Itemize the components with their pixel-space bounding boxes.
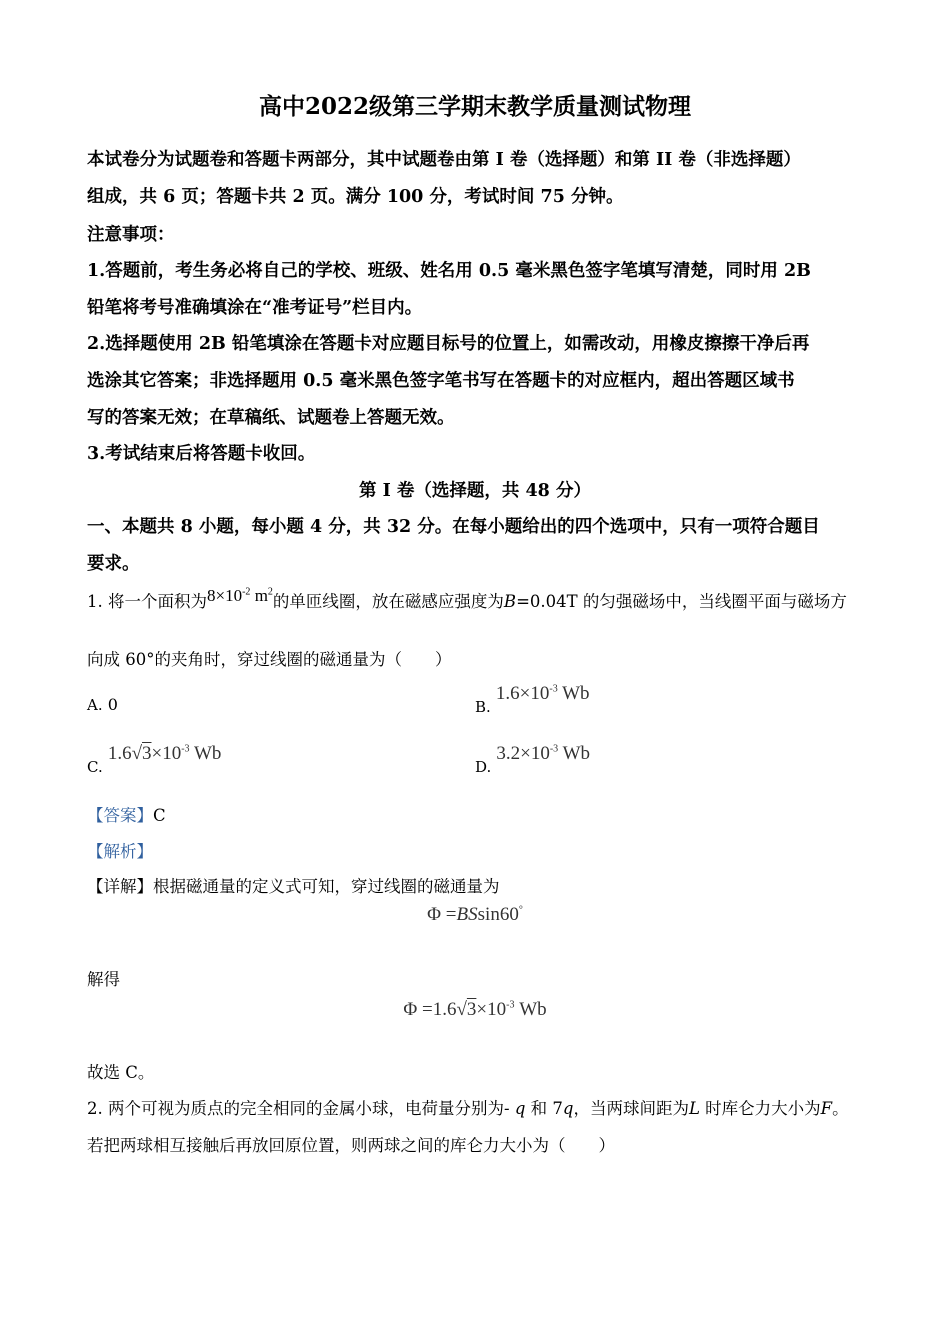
section-heading: 第 I 卷（选择题，共 48 分） [359, 481, 591, 501]
answer-tag: 【答案】 [87, 806, 153, 825]
option-c-label: C. [87, 758, 103, 776]
option-b-label: B. [475, 698, 491, 716]
q1-area-exponent: -2 [242, 586, 251, 598]
q1-area-coefficient: 8×10 [207, 586, 243, 605]
option-b-unit: Wb [562, 683, 590, 704]
option-d-coefficient: 3.2×10 [496, 743, 550, 764]
q2-and: 和 7 [525, 1099, 563, 1118]
note-3: 3.考试结束后将答题卡收回。 [87, 444, 316, 464]
option-c-power-base: ×10 [151, 743, 182, 764]
note-2-line-1: 2.选择题使用 2B 铅笔填涂在答题卡对应题目标号的位置上，如需改动，用橡皮擦擦干净后再 [87, 334, 810, 354]
note-1-line-1: 1.答题前，考生务必将自己的学校、班级、姓名用 0.5 毫米黑色签字笔填写清楚，同时用 2B [87, 261, 811, 281]
eq2-exponent: -3 [506, 999, 515, 1011]
option-c-radicand: 3 [142, 743, 152, 764]
q1-area-unit: m [254, 586, 268, 605]
option-b-value [496, 683, 590, 704]
option-a-label: A. [87, 696, 103, 714]
eq1-degree: ° [518, 904, 523, 916]
question-1-line-2: 向成 60°的夹角时，穿过线圈的磁通量为（ ） [87, 650, 452, 669]
q1-area-expression [207, 586, 273, 605]
option-c-sqrt-sign: √ [131, 743, 142, 764]
q1-text-1: 的单匝线圈，放在磁感应强度为 [272, 592, 504, 611]
option-a [87, 695, 118, 714]
page-title: 高中2022级第三学期末教学质量测试物理 [258, 93, 691, 120]
eq2-lhs: Φ =1.6 [403, 999, 457, 1020]
notes-heading: 注意事项： [87, 225, 175, 245]
eq2-power-base: ×10 [476, 999, 507, 1020]
option-c-value [108, 743, 222, 764]
q2-charge-1: - q [504, 1099, 526, 1118]
intro-line-1: 本试卷分为试题卷和答题卡两部分，其中试题卷由第 I 卷（选择题）和第 II 卷（非选择题） [87, 150, 801, 170]
q1-text-2: =0.04T 的匀强磁场中，当线圈平面与磁场方 [516, 592, 847, 611]
q1-b-symbol: B [503, 592, 517, 611]
q2-text-2: 时库仑力大小为 [699, 1099, 821, 1118]
eq2-sqrt-sign: √ [456, 999, 467, 1020]
question-1-line-1 [87, 588, 847, 612]
conclusion: 故选 C。 [87, 1063, 155, 1082]
solve-label: 解得 [87, 970, 120, 989]
note-1-line-2: 铅笔将考号准确填涂在“准考证号”栏目内。 [87, 298, 423, 318]
option-a-value: 0 [107, 695, 118, 714]
option-c-coefficient: 1.6 [107, 743, 132, 764]
note-2-line-3: 写的答案无效；在草稿纸、试题卷上答题无效。 [87, 408, 455, 428]
option-c [87, 743, 222, 776]
answer-line [87, 802, 166, 826]
question-2-line-2: 若把两球相互接触后再放回原位置，则两球之间的库仑力大小为（ ） [87, 1136, 615, 1155]
eq2-unit: Wb [519, 999, 547, 1020]
intro-line-2: 组成，共 6 页；答题卡共 2 页。满分 100 分，考试时间 75 分钟。 [87, 187, 624, 207]
option-d [475, 743, 591, 776]
option-b-exponent: -3 [549, 683, 558, 695]
q1-prefix: 1. 将一个面积为 [87, 592, 207, 611]
eq1-bs: BS [456, 904, 478, 925]
detail-text: 根据磁通量的定义式可知，穿过线圈的磁通量为 [153, 877, 500, 896]
eq2-radicand: 3 [466, 999, 477, 1020]
answer-value: C [153, 806, 166, 825]
q2-charge-2: q [562, 1099, 574, 1118]
detail-line [87, 873, 500, 897]
option-d-unit: Wb [562, 743, 591, 764]
q1-area-unit-exponent: 2 [267, 586, 273, 598]
equation-2 [0, 999, 950, 1021]
option-b-coefficient: 1.6×10 [495, 683, 550, 704]
option-b [475, 683, 590, 716]
q2-prefix: 2. 两个可视为质点的完全相同的金属小球，电荷量分别为 [87, 1099, 504, 1118]
analysis-tag: 【解析】 [87, 842, 153, 861]
q2-end: 。 [832, 1099, 849, 1118]
option-d-exponent: -3 [549, 743, 559, 755]
option-d-value [496, 743, 590, 764]
eq1-sin: sin60 [477, 904, 519, 925]
question-2-line-1 [87, 1095, 849, 1119]
option-c-unit: Wb [193, 743, 222, 764]
eq1-lhs: Φ = [427, 904, 457, 925]
part1-line-1: 一、本题共 8 小题，每小题 4 分，共 32 分。在每小题给出的四个选项中，只有一项符合题目 [87, 517, 820, 537]
part1-line-2: 要求。 [87, 554, 140, 574]
q2-distance: L [688, 1099, 700, 1118]
option-d-label: D. [475, 758, 492, 776]
q2-text-1: ，当两球间距为 [573, 1099, 689, 1118]
option-c-exponent: -3 [181, 743, 190, 755]
note-2-line-2: 选涂其它答案；非选择题用 0.5 毫米黑色签字笔书写在答题卡的对应框内，超出答题区域书 [87, 371, 795, 391]
equation-1 [0, 904, 950, 926]
detail-tag: 【详解】 [87, 877, 153, 896]
q2-force: F [820, 1099, 833, 1118]
